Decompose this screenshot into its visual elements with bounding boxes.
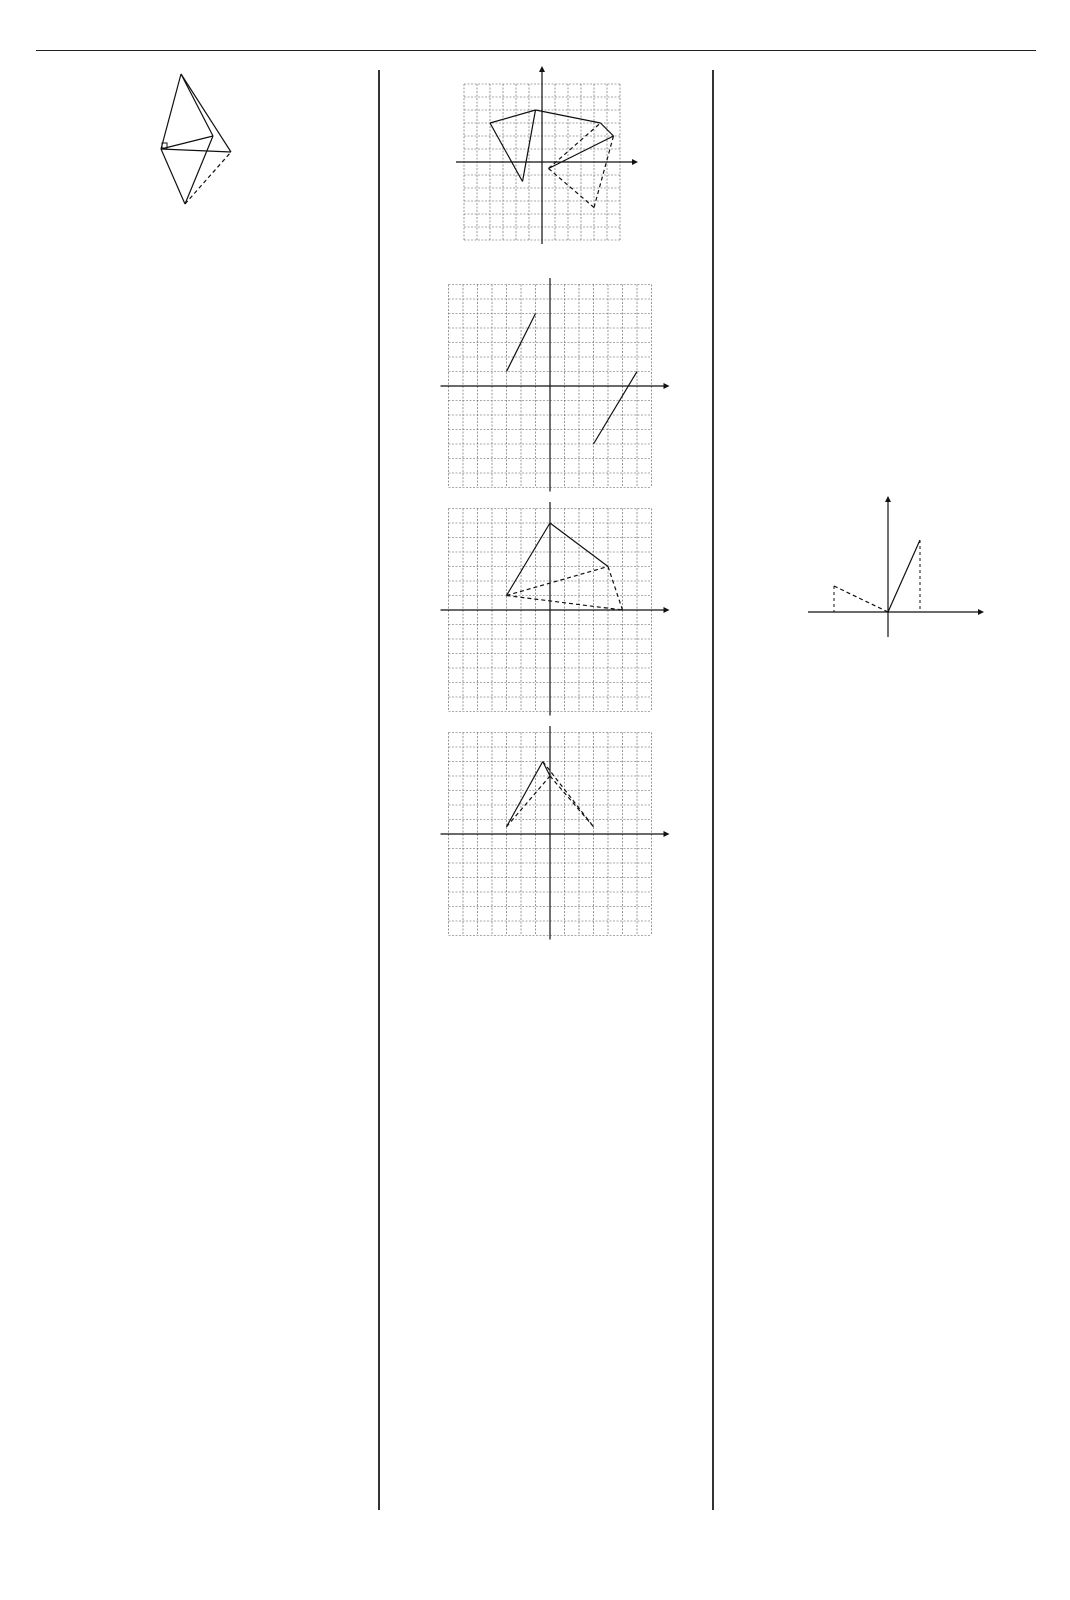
column-divider [712,70,714,1510]
figure-11 [447,64,657,274]
figure-15-2 [783,278,1003,488]
column-left [46,60,376,218]
figure-15-3 [798,492,988,642]
column-middle [392,60,712,950]
figure-15-1 [783,64,1003,274]
figure-12-3 [432,726,672,946]
header-rule [36,50,1036,51]
column-divider [378,70,380,1510]
column-right [728,60,1058,646]
figure-12-2 [432,502,672,722]
watermark [880,1530,1060,1590]
figure-16 [141,64,281,214]
figure-12-1 [432,278,672,498]
